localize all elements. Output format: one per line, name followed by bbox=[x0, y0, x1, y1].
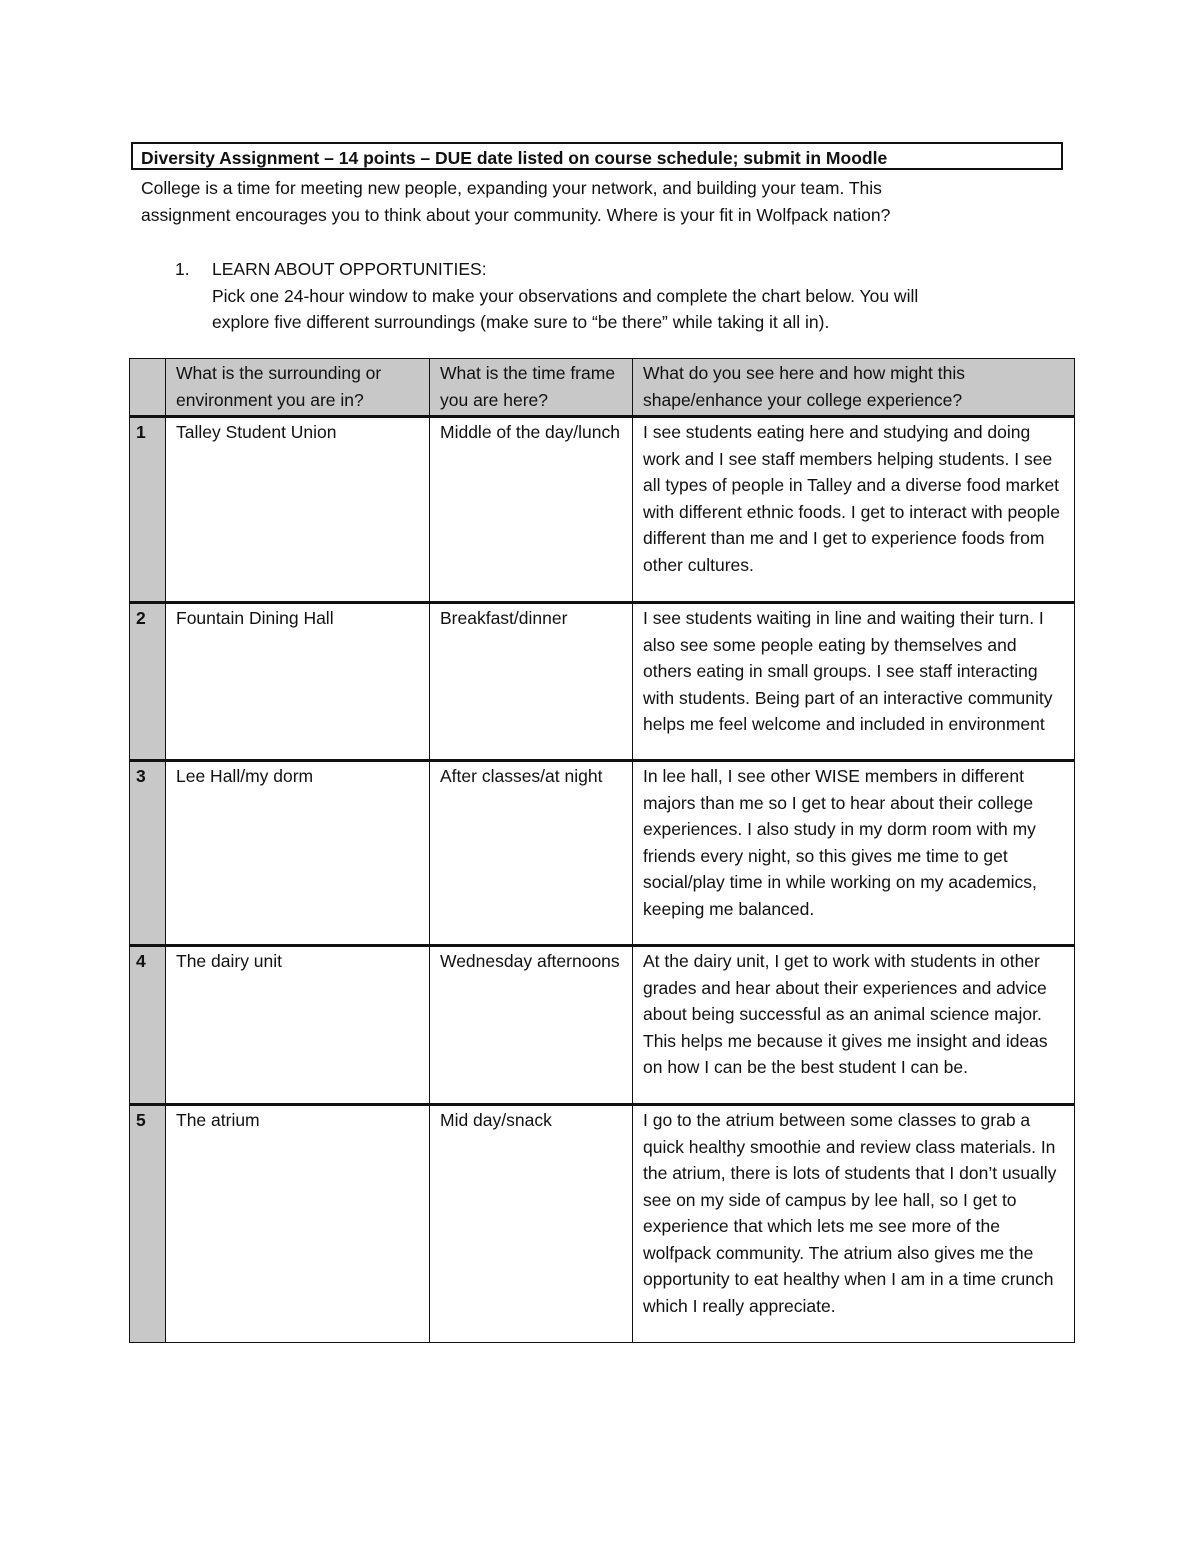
observation-cell: In lee hall, I see other WISE members in different majors than me so I get to hear about their college experiences. I also study in my dorm room with my friends every night, so this gives me time to get social/play time in while working on my academics, keeping me balanced. bbox=[633, 761, 1075, 946]
table-row bbox=[130, 1105, 1075, 1343]
surrounding-cell: The atrium bbox=[166, 1105, 430, 1343]
header-observation: What do you see here and how might this shape/enhance your college experience? bbox=[633, 359, 1075, 417]
row-number: 2 bbox=[130, 603, 166, 761]
surrounding-cell: Lee Hall/my dorm bbox=[166, 761, 430, 946]
header-surrounding: What is the surrounding or environment you are in? bbox=[166, 359, 430, 417]
time-frame-cell: Wednesday afternoons bbox=[430, 946, 633, 1105]
row-number: 3 bbox=[130, 761, 166, 946]
assignment-title: Diversity Assignment – 14 points – DUE date listed on course schedule; submit in Moodle bbox=[131, 142, 1063, 170]
table-row bbox=[130, 603, 1075, 761]
step-instruction-line: explore five different surroundings (make sure to “be there” while taking it all in). bbox=[212, 312, 830, 332]
intro-paragraph bbox=[141, 175, 1061, 228]
time-frame-cell: After classes/at night bbox=[430, 761, 633, 946]
intro-line: assignment encourages you to think about your community. Where is your fit in Wolfpack nation? bbox=[141, 204, 891, 225]
header-index-cell bbox=[130, 359, 166, 417]
surrounding-cell: The dairy unit bbox=[166, 946, 430, 1105]
surrounding-cell: Talley Student Union bbox=[166, 417, 430, 603]
table-row bbox=[130, 417, 1075, 603]
table-row bbox=[130, 761, 1075, 946]
observation-cell: I see students eating here and studying and doing work and I see staff members helping students. I see all types of people in Talley and a diverse food market with different ethnic foods. I get to interact with people different than me and I get to experience foods from other cultures. bbox=[633, 417, 1075, 603]
step-heading: LEARN ABOUT OPPORTUNITIES: bbox=[212, 259, 487, 279]
time-frame-cell: Breakfast/dinner bbox=[430, 603, 633, 761]
observation-cell: I see students waiting in line and waiting their turn. I also see some people eating by themselves and others eating in small groups. I see staff interacting with students. Being part of an interactive community helps me feel welcome and included in environment bbox=[633, 603, 1075, 761]
observation-table bbox=[129, 358, 1075, 1343]
table-header-row bbox=[130, 359, 1075, 417]
step-learn-opportunities bbox=[175, 256, 1055, 336]
observation-cell: At the dairy unit, I get to work with students in other grades and hear about their experiences and advice about being successful as an animal science major. This helps me because it gives me insight and ideas on how I can be the best student I can be. bbox=[633, 946, 1075, 1105]
observation-cell: I go to the atrium between some classes to grab a quick healthy smoothie and review class materials. In the atrium, there is lots of students that I don’t usually see on my side of campus by lee hall, so I get to experience that which lets me see more of the wolfpack community. The atrium also gives me the opportunity to eat healthy when I am in a time crunch which I really appreciate. bbox=[633, 1105, 1075, 1343]
step-instruction-line: Pick one 24-hour window to make your observations and complete the chart below. You will bbox=[212, 285, 919, 306]
intro-line: College is a time for meeting new people, expanding your network, and building your team. This bbox=[141, 178, 882, 198]
time-frame-cell: Mid day/snack bbox=[430, 1105, 633, 1343]
row-number: 5 bbox=[130, 1105, 166, 1343]
header-time-frame: What is the time frame you are here? bbox=[430, 359, 633, 417]
row-number: 1 bbox=[130, 417, 166, 603]
step-number: 1. bbox=[175, 259, 190, 279]
table-row bbox=[130, 946, 1075, 1105]
row-number: 4 bbox=[130, 946, 166, 1105]
time-frame-cell: Middle of the day/lunch bbox=[430, 417, 633, 603]
surrounding-cell: Fountain Dining Hall bbox=[166, 603, 430, 761]
